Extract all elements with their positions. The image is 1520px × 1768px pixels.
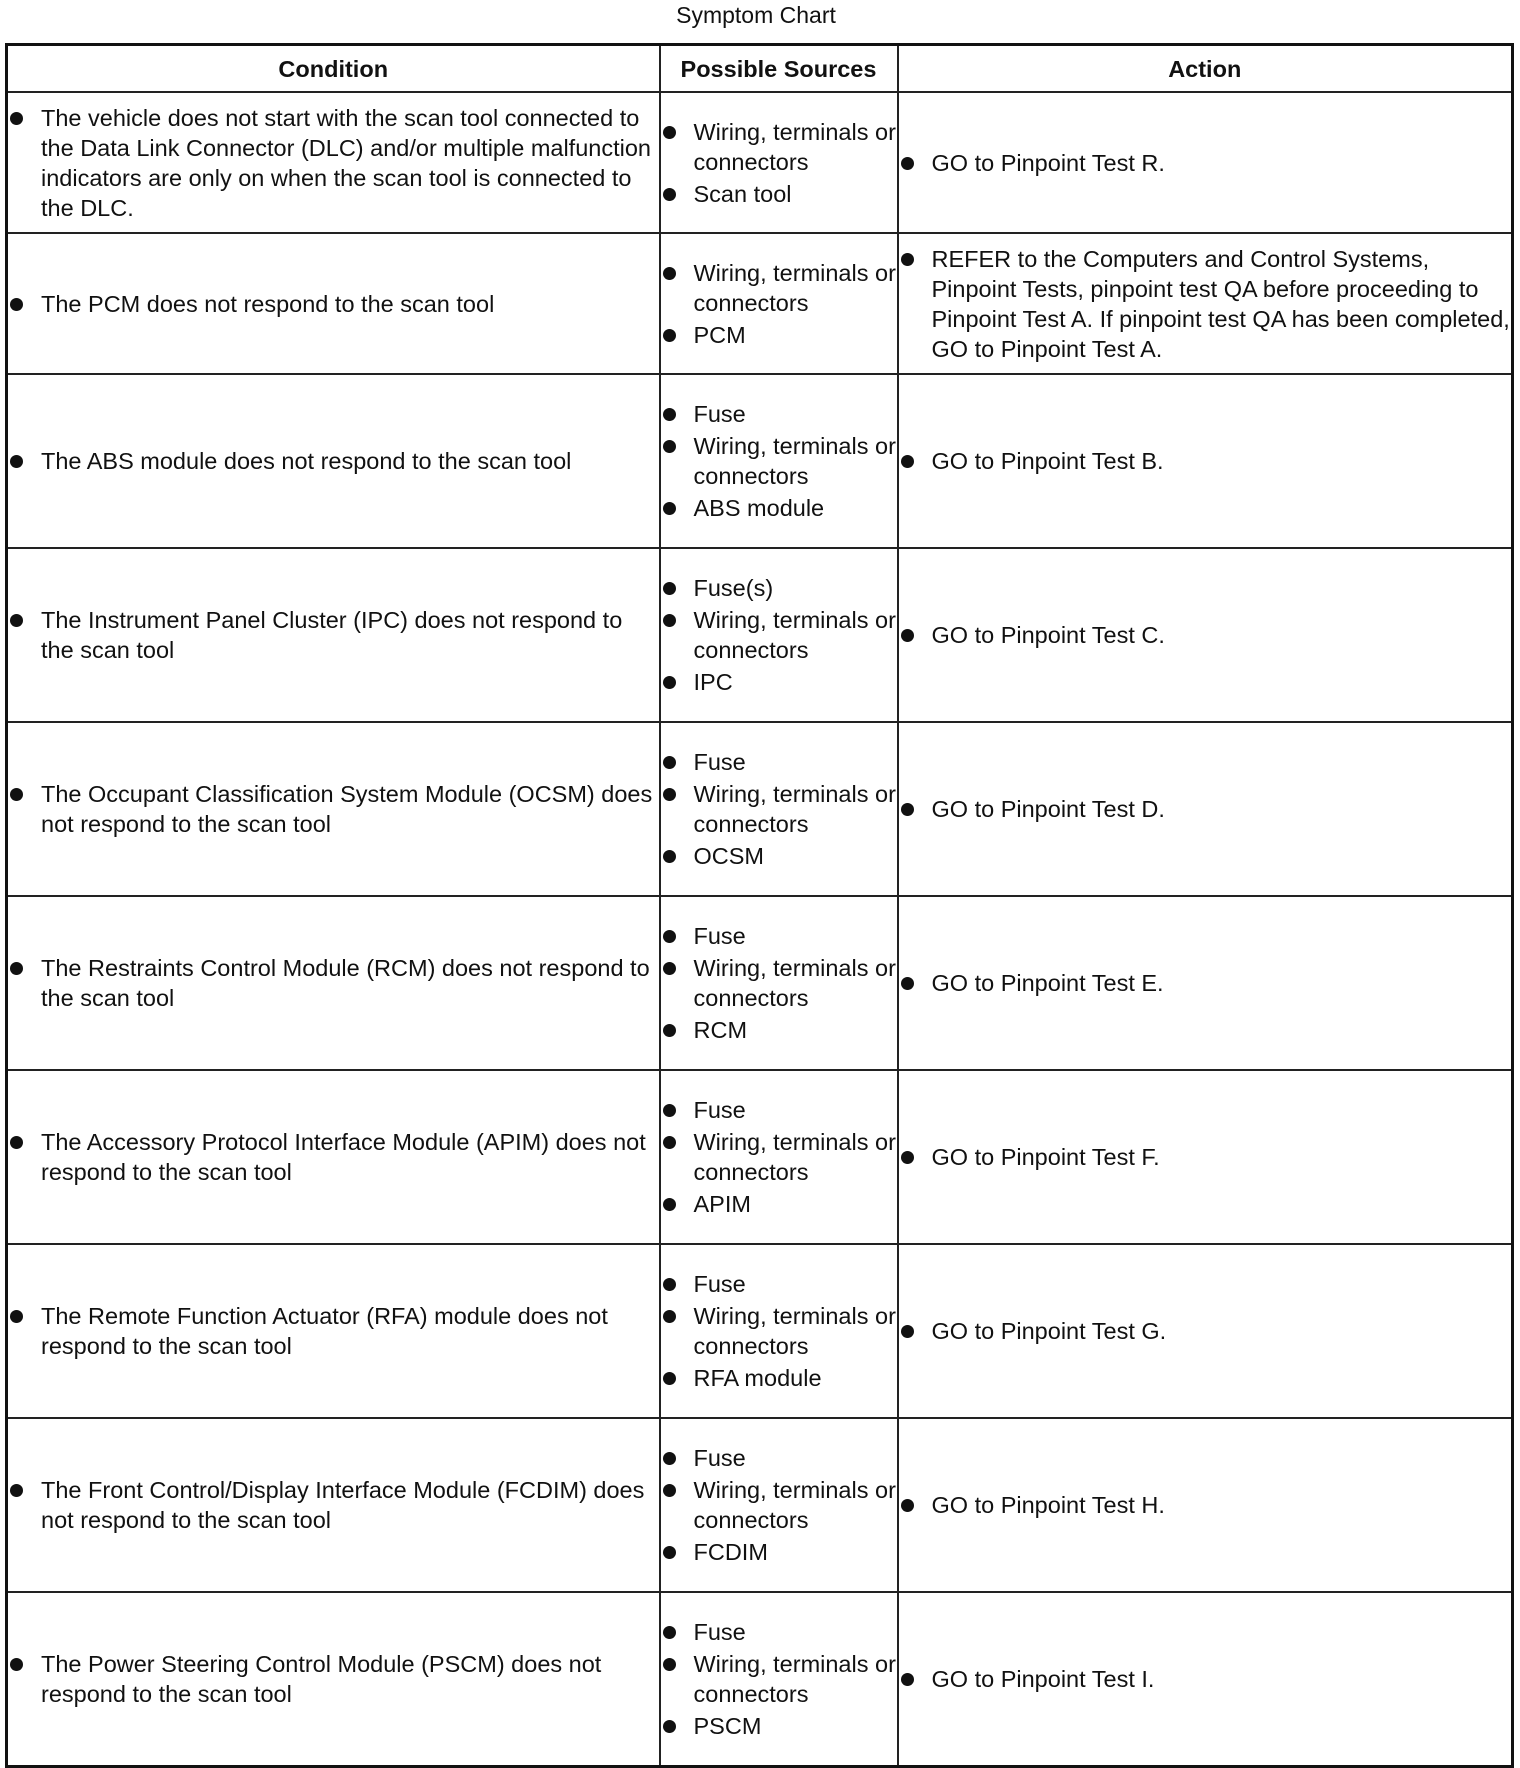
sources-list (661, 1443, 897, 1567)
action-text: GO to Pinpoint Test I. (899, 1664, 1512, 1694)
possible-sources-cell (660, 92, 898, 233)
action-text: GO to Pinpoint Test R. (899, 148, 1512, 178)
source-item: RFA module (661, 1363, 897, 1393)
header-row (7, 45, 1513, 93)
possible-sources-cell (660, 722, 898, 896)
table-row (7, 374, 1513, 548)
source-item: Fuse (661, 1617, 897, 1647)
source-item: OCSM (661, 841, 897, 871)
source-item: Fuse(s) (661, 573, 897, 603)
table-row (7, 1418, 1513, 1592)
possible-sources-cell (660, 1244, 898, 1418)
condition-text: The Accessory Protocol Interface Module (APIM) does not respond to the scan tool (8, 1127, 659, 1187)
source-item: PCM (661, 320, 897, 350)
sources-list (661, 747, 897, 871)
action-cell (898, 1418, 1513, 1592)
sources-list (661, 117, 897, 209)
source-item: Fuse (661, 1269, 897, 1299)
possible-sources-cell (660, 896, 898, 1070)
condition-text: The ABS module does not respond to the scan tool (8, 446, 659, 476)
condition-cell (7, 1070, 660, 1244)
table-row (7, 1070, 1513, 1244)
table-row (7, 233, 1513, 374)
table-row (7, 1592, 1513, 1766)
table-row (7, 722, 1513, 896)
source-item: Wiring, terminals or connectors (661, 605, 897, 665)
condition-header: Condition (7, 45, 660, 93)
source-item: Wiring, terminals or connectors (661, 431, 897, 491)
sources-list (661, 1617, 897, 1741)
sources-list (661, 1095, 897, 1219)
source-item: RCM (661, 1015, 897, 1045)
source-item: Fuse (661, 1443, 897, 1473)
possible-sources-cell (660, 548, 898, 722)
source-item: Scan tool (661, 179, 897, 209)
source-item: Wiring, terminals or connectors (661, 117, 897, 177)
condition-text: The Occupant Classification System Module (OCSM) does not respond to the scan tool (8, 779, 659, 839)
condition-text: The Remote Function Actuator (RFA) module does not respond to the scan tool (8, 1301, 659, 1361)
condition-cell (7, 374, 660, 548)
sources-list (661, 258, 897, 350)
action-text: REFER to the Computers and Control Systems, Pinpoint Tests, pinpoint test QA before proceeding to Pinpoint Test A. If pinpoint test QA has been completed, GO to Pinpoint Test A. (899, 244, 1512, 364)
sources-list (661, 573, 897, 697)
action-text: GO to Pinpoint Test B. (899, 446, 1512, 476)
source-item: Fuse (661, 747, 897, 777)
source-item: Fuse (661, 921, 897, 951)
condition-cell (7, 1244, 660, 1418)
action-cell (898, 896, 1513, 1070)
source-item: Fuse (661, 1095, 897, 1125)
action-text: GO to Pinpoint Test D. (899, 794, 1512, 824)
possible-sources-cell (660, 1592, 898, 1766)
condition-cell (7, 896, 660, 1070)
action-header: Action (898, 45, 1513, 93)
table-row (7, 548, 1513, 722)
source-item: FCDIM (661, 1537, 897, 1567)
source-item: Wiring, terminals or connectors (661, 953, 897, 1013)
table-row (7, 1244, 1513, 1418)
source-item: ABS module (661, 493, 897, 523)
action-cell (898, 233, 1513, 374)
source-item: IPC (661, 667, 897, 697)
table-row (7, 92, 1513, 233)
action-text: GO to Pinpoint Test H. (899, 1490, 1512, 1520)
table-row (7, 896, 1513, 1070)
condition-text: The Power Steering Control Module (PSCM) does not respond to the scan tool (8, 1649, 659, 1709)
condition-text: The Front Control/Display Interface Module (FCDIM) does not respond to the scan tool (8, 1475, 659, 1535)
source-item: Wiring, terminals or connectors (661, 779, 897, 839)
symptom-chart-table (5, 43, 1514, 1768)
condition-cell (7, 233, 660, 374)
possible-sources-cell (660, 1070, 898, 1244)
possible-sources-cell (660, 374, 898, 548)
action-cell (898, 722, 1513, 896)
source-item: Wiring, terminals or connectors (661, 258, 897, 318)
action-cell (898, 1592, 1513, 1766)
sources-list (661, 399, 897, 523)
condition-cell (7, 722, 660, 896)
source-item: APIM (661, 1189, 897, 1219)
possible-sources-cell (660, 233, 898, 374)
source-item: Wiring, terminals or connectors (661, 1649, 897, 1709)
action-cell (898, 92, 1513, 233)
page-title: Symptom Chart (676, 2, 836, 28)
sources-list (661, 921, 897, 1045)
source-item: Fuse (661, 399, 897, 429)
condition-cell (7, 1418, 660, 1592)
condition-text: The Instrument Panel Cluster (IPC) does not respond to the scan tool (8, 605, 659, 665)
action-cell (898, 548, 1513, 722)
condition-cell (7, 92, 660, 233)
possible-sources-header: Possible Sources (660, 45, 898, 93)
condition-cell (7, 548, 660, 722)
source-item: PSCM (661, 1711, 897, 1741)
source-item: Wiring, terminals or connectors (661, 1475, 897, 1535)
action-cell (898, 1244, 1513, 1418)
possible-sources-cell (660, 1418, 898, 1592)
action-text: GO to Pinpoint Test F. (899, 1142, 1512, 1172)
action-text: GO to Pinpoint Test E. (899, 968, 1512, 998)
sources-list (661, 1269, 897, 1393)
condition-text: The vehicle does not start with the scan tool connected to the Data Link Connector (DLC) and/or multiple malfunction indicators are only on when the scan tool is connected to the DLC. (8, 103, 659, 223)
action-text: GO to Pinpoint Test G. (899, 1316, 1512, 1346)
condition-text: The Restraints Control Module (RCM) does not respond to the scan tool (8, 953, 659, 1013)
condition-text: The PCM does not respond to the scan tool (8, 289, 659, 319)
action-cell (898, 1070, 1513, 1244)
action-cell (898, 374, 1513, 548)
source-item: Wiring, terminals or connectors (661, 1127, 897, 1187)
source-item: Wiring, terminals or connectors (661, 1301, 897, 1361)
action-text: GO to Pinpoint Test C. (899, 620, 1512, 650)
condition-cell (7, 1592, 660, 1766)
